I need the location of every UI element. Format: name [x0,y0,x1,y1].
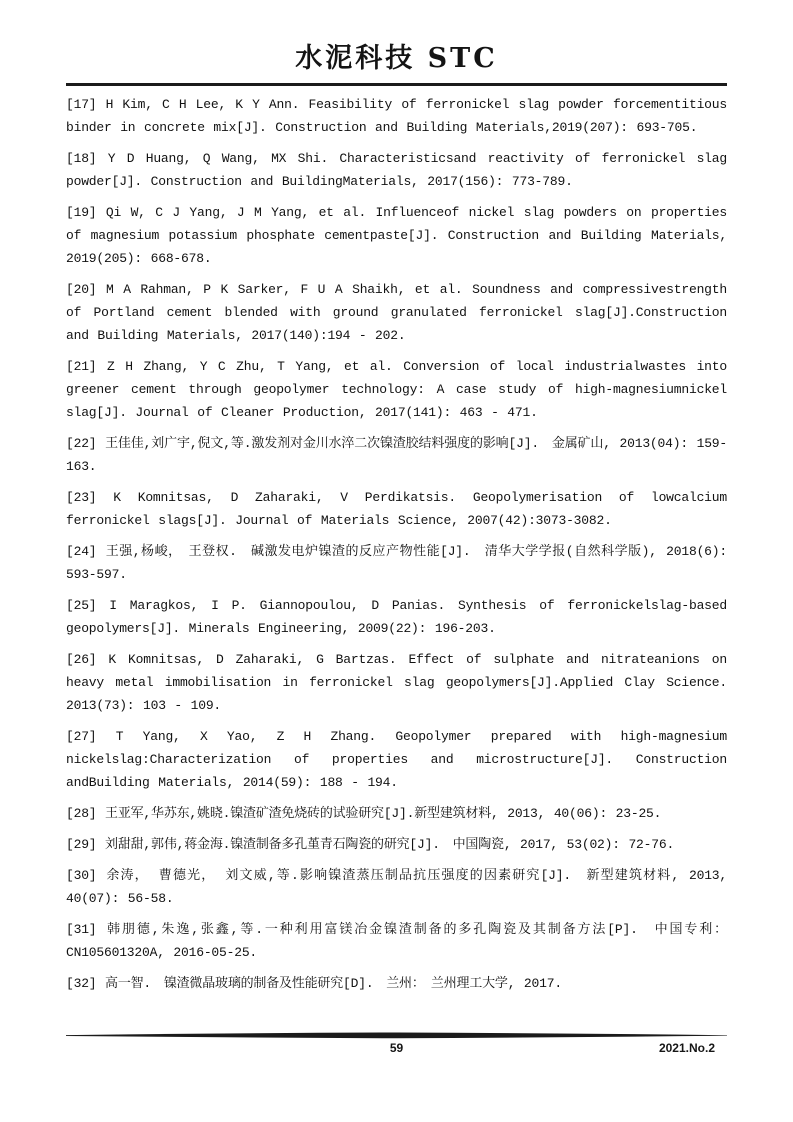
reference-item [66,540,727,586]
reference-text: Z H Zhang, Y C Zhu, T Yang, et al. Conversion of local industrialwastes into greener cement through geopolymer technology: A case study of high-magnesiumnickel slag[J]. Journal of Cleaner Production, 2017(141): 463 - 471. [66,359,727,420]
reference-label: [29] [66,837,97,852]
reference-item [66,201,727,270]
reference-label: [21] [66,359,97,374]
reference-text: 王佳佳,刘广宇,倪文,等.激发剂对金川水淬二次镍渣胶结料强度的影响[J]. 金属矿山, 2013(04): 159-163. [66,436,727,474]
reference-label: [31] [66,922,97,937]
reference-text: Y D Huang, Q Wang, MX Shi. Characteristicsand reactivity of ferronickel slag powder[J]. Construction and BuildingMaterials, 2017(156): 773-789. [66,151,727,189]
reference-label: [17] [66,97,97,112]
reference-item [66,93,727,139]
reference-item [66,802,727,825]
footer-row [66,1041,727,1059]
reference-item [66,147,727,193]
reference-item [66,278,727,347]
references-list [66,93,727,995]
reference-label: [27] [66,729,97,744]
reference-text: 韩朋德,朱逸,张鑫,等.一种利用富镁冶金镍渣制备的多孔陶瓷及其制备方法[P]. 中国专利：CN105601320A, 2016-05-25. [66,922,727,960]
footer-divider-line [66,1032,727,1039]
reference-item [66,833,727,856]
journal-title: 水泥科技 STC [295,43,498,74]
reference-text: I Maragkos, I P. Giannopoulou, D Panias. Synthesis of ferronickelslag-based geopolymers[J]. Minerals Engineering, 2009(22): 196-203. [66,598,727,636]
reference-item [66,486,727,532]
reference-text: 刘甜甜,郭伟,蒋金海.镍渣制备多孔堇青石陶瓷的研究[J]. 中国陶瓷, 2017, 53(02): 72-76. [105,837,675,852]
issue-label: 2021.No.2 [658,1041,715,1055]
reference-text: 王强,杨峻， 王登权. 碱激发电炉镍渣的反应产物性能[J]. 清华大学学报(自然科学版), 2018(6): 593-597. [66,544,727,582]
reference-label: [30] [66,868,97,883]
page-number: 59 [389,1041,404,1055]
reference-label: [23] [66,490,97,505]
reference-label: [18] [66,151,97,166]
reference-item [66,594,727,640]
reference-label: [24] [66,544,97,559]
reference-text: T Yang, X Yao, Z H Zhang. Geopolymer prepared with high-magnesium nickelslag:Characterization of properties and microstructure[J]. Construction andBuilding Materials, 2014(59): 188 - 194. [66,729,727,790]
reference-label: [28] [66,806,97,821]
reference-label: [32] [66,976,97,991]
reference-item [66,355,727,424]
reference-text: 王亚军,华苏东,姚晓.镍渣矿渣免烧砖的试验研究[J].新型建筑材料, 2013, 40(06): 23-25. [105,806,662,821]
reference-item [66,918,727,964]
reference-text: 余涛， 曹德光， 刘文威,等.影响镍渣蒸压制品抗压强度的因素研究[J]. 新型建筑材料, 2013, 40(07): 56-58. [66,868,727,906]
reference-text: 高一智. 镍渣微晶玻璃的制备及性能研究[D]. 兰州： 兰州理工大学, 2017. [105,976,562,991]
reference-label: [22] [66,436,97,451]
reference-item [66,725,727,794]
reference-text: Qi W, C J Yang, J M Yang, et al. Influenceof nickel slag powders on properties of magnesium potassium phosphate cementpaste[J]. Construction and Building Materials, 2019(205): 668-678. [66,205,727,266]
reference-label: [25] [66,598,97,613]
reference-item [66,648,727,717]
reference-item [66,432,727,478]
reference-text: M A Rahman, P K Sarker, F U A Shaikh, et al. Soundness and compressivestrength of Portland cement blended with ground granulated ferronickel slag[J].Construction and Building Materials, 2017(140):194 - 202. [66,282,727,343]
reference-text: H Kim, C H Lee, K Y Ann. Feasibility of ferronickel slag powder forcementitious binder in concrete mix[J]. Construction and Building Materials,2019(207): 693-705. [66,97,727,135]
reference-item [66,864,727,910]
journal-header [66,0,727,86]
reference-text: K Komnitsas, D Zaharaki, V Perdikatsis. Geopolymerisation of lowcalcium ferronickel slags[J]. Journal of Materials Science, 2007(42):3073-3082. [66,490,727,528]
reference-label: [20] [66,282,97,297]
reference-text: K Komnitsas, D Zaharaki, G Bartzas. Effect of sulphate and nitrateanions on heavy metal immobilisation in ferronickel slag geopolymers[J].Applied Clay Science. 2013(73): 103 - 109. [66,652,727,713]
reference-label: [19] [66,205,97,220]
reference-item [66,972,727,995]
page-footer [66,1032,727,1059]
reference-label: [26] [66,652,97,667]
